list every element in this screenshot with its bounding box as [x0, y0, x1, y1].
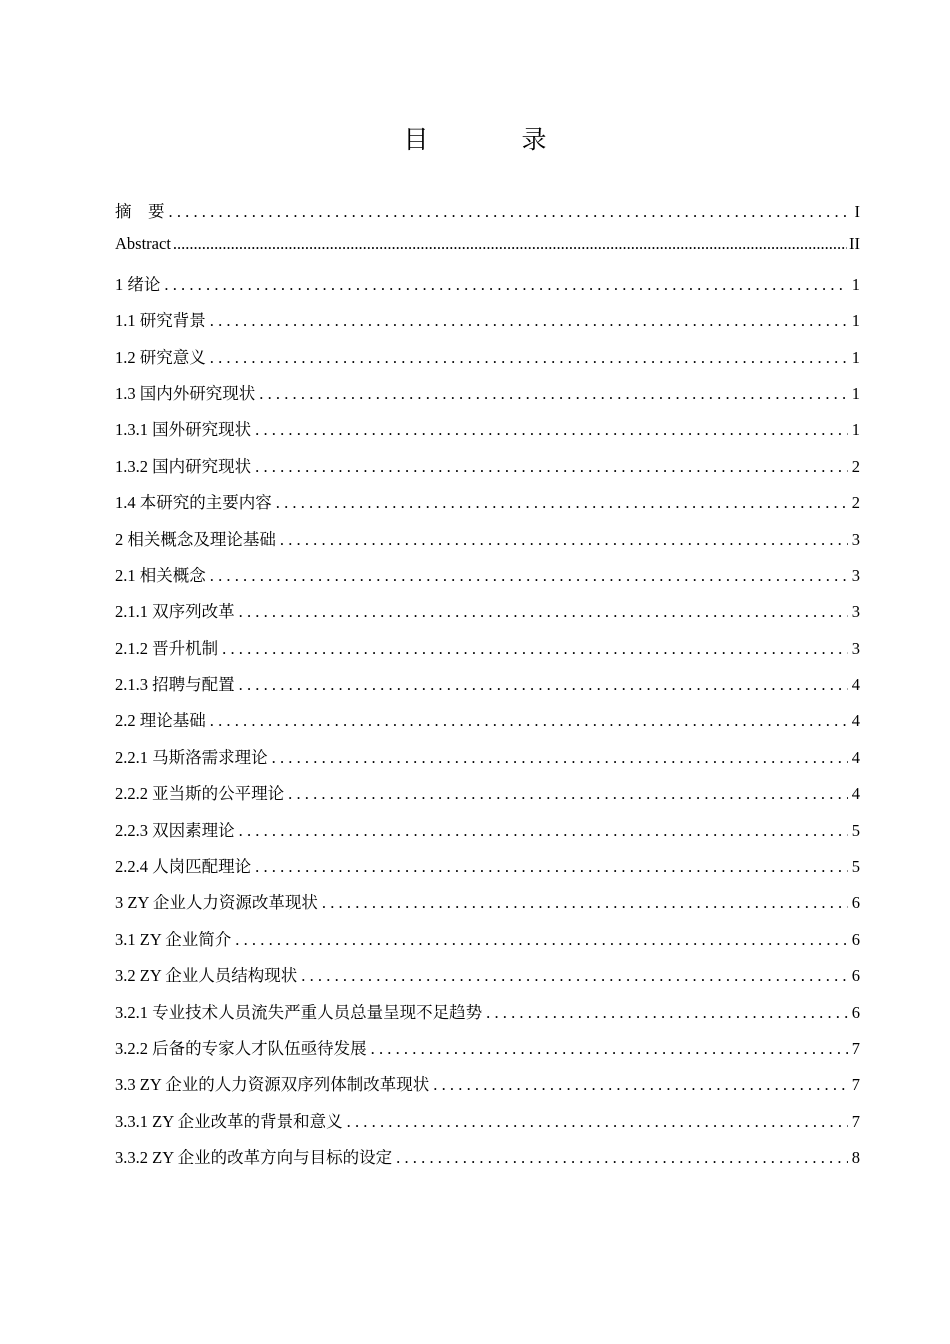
toc-entry[interactable]	[115, 344, 860, 380]
toc-leader	[210, 711, 848, 731]
toc-entry-page: 7	[851, 1038, 860, 1058]
toc-entry-label: 2.2.2 亚当斯的公平理论	[115, 784, 285, 804]
toc-entry-page: 4	[851, 711, 860, 731]
toc-entry-page: 3	[851, 565, 860, 585]
toc-entry-page: 6	[851, 966, 860, 986]
toc-entry-page: 7	[851, 1075, 860, 1095]
toc-leader	[255, 857, 848, 877]
toc-entry-label: 3.3.2 ZY 企业的改革方向与目标的设定	[115, 1148, 393, 1168]
toc-entry-label: 2.1.2 晋升机制	[115, 638, 219, 658]
toc-leader	[272, 748, 848, 768]
toc-entry-page: II	[849, 234, 860, 254]
toc-leader	[347, 1112, 848, 1132]
toc-entry-label: 1.1 研究背景	[115, 311, 206, 331]
toc-entry-label: 3.3.1 ZY 企业改革的背景和意义	[115, 1111, 343, 1131]
toc-entry-label: 2.1 相关概念	[115, 565, 206, 585]
toc-leader	[255, 457, 848, 477]
toc-entry-label: 2 相关概念及理论基础	[115, 529, 276, 549]
toc-leader	[164, 275, 847, 295]
toc-entry[interactable]	[115, 1035, 860, 1071]
toc-leader	[222, 639, 848, 659]
toc-entry-label: 3.2.2 后备的专家人才队伍亟待发展	[115, 1038, 367, 1058]
toc-entry-label: 2.1.1 双序列改革	[115, 602, 235, 622]
toc-leader	[288, 784, 848, 804]
toc-entry[interactable]	[115, 926, 860, 962]
toc-entry[interactable]	[115, 1108, 860, 1144]
toc-entry-label: 1.3 国内外研究现状	[115, 383, 256, 403]
toc-entry-page: 7	[851, 1111, 860, 1131]
toc-entry-label: 3.2 ZY 企业人员结构现状	[115, 966, 298, 986]
toc-leader	[280, 530, 848, 550]
toc-entry[interactable]	[115, 453, 860, 489]
toc-leader	[276, 493, 848, 513]
toc-entry-label: Abstract	[115, 234, 171, 254]
toc-entry[interactable]	[115, 635, 860, 671]
toc-leader	[239, 602, 848, 622]
toc-entry-label: 2.1.3 招聘与配置	[115, 675, 235, 695]
toc-entry[interactable]	[115, 962, 860, 998]
toc-entry[interactable]	[115, 744, 860, 780]
toc-entry[interactable]	[115, 671, 860, 707]
toc-entry-page: 1	[851, 274, 860, 294]
toc-entry[interactable]	[115, 999, 860, 1035]
toc-entry[interactable]	[115, 853, 860, 889]
toc-entry-label: 2.2.3 双因素理论	[115, 820, 235, 840]
toc-entry-label: 1 绪论	[115, 274, 161, 294]
toc-leader	[173, 234, 847, 254]
toc-leader	[169, 202, 851, 222]
toc-entry[interactable]	[115, 707, 860, 743]
toc-entry-page: 2	[851, 456, 860, 476]
toc-entry[interactable]	[115, 416, 860, 452]
toc-entry-label: 3.2.1 专业技术人员流失严重人员总量呈现不足趋势	[115, 1002, 483, 1022]
toc-leader	[433, 1075, 847, 1095]
toc-entry[interactable]	[115, 889, 860, 925]
toc-entry-page: 4	[851, 675, 860, 695]
toc-entry-label: 3 ZY 企业人力资源改革现状	[115, 893, 318, 913]
toc-entry-label: 1.3.2 国内研究现状	[115, 456, 252, 476]
toc-leader	[210, 348, 848, 368]
toc-leader	[210, 566, 848, 586]
toc-entry-page: 3	[851, 638, 860, 658]
toc-leader	[259, 384, 848, 404]
toc-entry-label: 2.2.4 人岗匹配理论	[115, 857, 252, 877]
toc-entry[interactable]	[115, 1071, 860, 1107]
toc-entry-label: 摘 要	[115, 202, 165, 221]
toc-title: 目 录	[403, 125, 581, 154]
toc-entry-page: 6	[851, 893, 860, 913]
toc-entry[interactable]	[115, 598, 860, 634]
toc-entry-page: 3	[851, 529, 860, 549]
toc-entry-page: 6	[851, 1002, 860, 1022]
toc-entry-page: 1	[851, 347, 860, 367]
toc-leader	[371, 1039, 848, 1059]
toc-entry-page: I	[854, 202, 860, 221]
toc-entry[interactable]	[115, 234, 860, 270]
toc-entry-page: 8	[851, 1148, 860, 1168]
toc-entry-label: 3.3 ZY 企业的人力资源双序列体制改革现状	[115, 1075, 430, 1095]
toc-leader	[239, 675, 848, 695]
toc-entry[interactable]	[115, 817, 860, 853]
toc-leader	[322, 893, 848, 913]
toc-entry[interactable]	[115, 198, 860, 234]
toc-entry-label: 1.3.1 国外研究现状	[115, 420, 252, 440]
toc-entry[interactable]	[115, 307, 860, 343]
toc-entry[interactable]	[115, 271, 860, 307]
toc-entry-page: 5	[851, 820, 860, 840]
toc-leader	[235, 930, 847, 950]
toc-entry-label: 1.2 研究意义	[115, 347, 206, 367]
toc-entry-page: 6	[851, 929, 860, 949]
toc-entry-page: 4	[851, 747, 860, 767]
toc-entry-page: 1	[851, 420, 860, 440]
toc-entry-label: 3.1 ZY 企业简介	[115, 929, 232, 949]
toc-leader	[210, 311, 848, 331]
toc-entry-label: 2.2.1 马斯洛需求理论	[115, 747, 268, 767]
toc-entry[interactable]	[115, 1144, 860, 1180]
toc-entry-page: 2	[851, 493, 860, 513]
toc-entry[interactable]	[115, 526, 860, 562]
toc-leader	[255, 420, 848, 440]
toc-entry-page: 4	[851, 784, 860, 804]
toc-entry-label: 2.2 理论基础	[115, 711, 206, 731]
toc-entry-page: 5	[851, 857, 860, 877]
toc-entry-label: 1.4 本研究的主要内容	[115, 493, 272, 513]
toc-leader	[239, 821, 848, 841]
toc-entry-page: 1	[851, 311, 860, 331]
toc-list	[115, 198, 860, 1181]
toc-leader	[396, 1148, 848, 1168]
toc-leader	[301, 966, 847, 986]
toc-entry[interactable]	[115, 562, 860, 598]
toc-entry[interactable]	[115, 780, 860, 816]
toc-entry-page: 3	[851, 602, 860, 622]
toc-entry[interactable]	[115, 380, 860, 416]
toc-entry[interactable]	[115, 489, 860, 525]
toc-leader	[486, 1003, 848, 1023]
toc-entry-page: 1	[851, 383, 860, 403]
